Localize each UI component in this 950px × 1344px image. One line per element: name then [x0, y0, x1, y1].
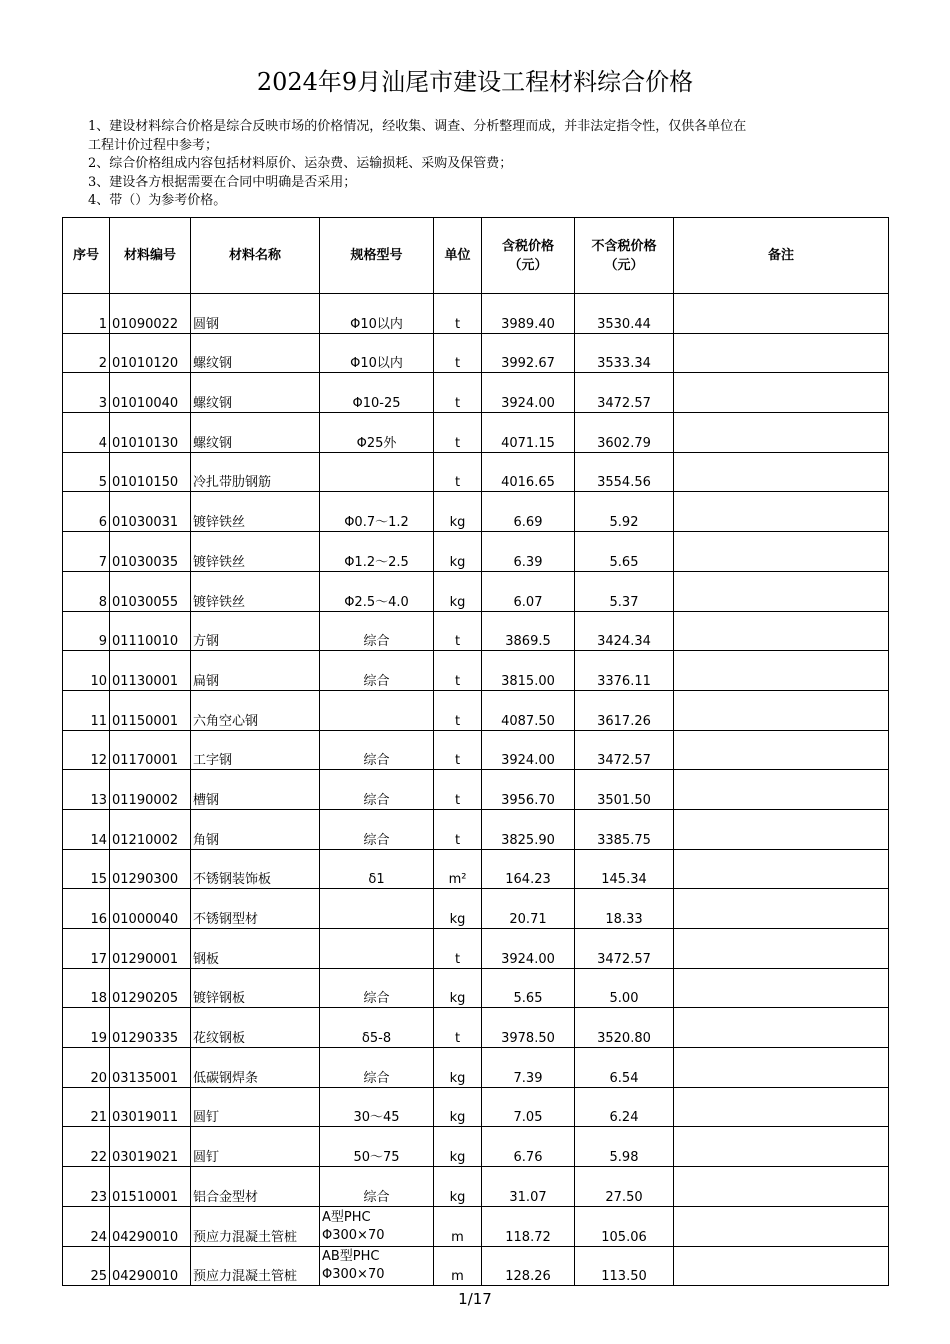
header-notax-price-label: 不含税价格 — [591, 238, 657, 254]
cell-notax-price: 5.00 — [575, 968, 674, 1008]
cell-tax-price: 3924.00 — [482, 730, 575, 770]
cell-spec: 综合 — [320, 611, 434, 651]
cell-unit: m — [434, 1206, 482, 1246]
cell-code: 01290001 — [110, 929, 191, 969]
cell-tax-price: 3989.40 — [482, 294, 575, 334]
cell-seq: 7 — [63, 532, 110, 572]
cell-unit: kg — [434, 1048, 482, 1088]
cell-tax-price: 3924.00 — [482, 929, 575, 969]
cell-remark — [674, 651, 889, 691]
cell-code: 01190002 — [110, 770, 191, 810]
cell-spec — [320, 1206, 434, 1246]
cell-spec: Φ0.7～1.2 — [320, 492, 434, 532]
cell-code: 01010040 — [110, 373, 191, 413]
cell-seq: 24 — [63, 1206, 110, 1246]
cell-notax-price: 3376.11 — [575, 651, 674, 691]
cell-remark — [674, 373, 889, 413]
cell-seq: 8 — [63, 571, 110, 611]
cell-seq: 15 — [63, 849, 110, 889]
cell-tax-price: 118.72 — [482, 1206, 575, 1246]
cell-notax-price: 3424.34 — [575, 611, 674, 651]
cell-tax-price: 4087.50 — [482, 690, 575, 730]
cell-seq: 16 — [63, 889, 110, 929]
cell-notax-price: 6.54 — [575, 1048, 674, 1088]
cell-seq: 18 — [63, 968, 110, 1008]
cell-unit: kg — [434, 889, 482, 929]
cell-name: 镀锌铁丝 — [191, 571, 320, 611]
cell-seq: 1 — [63, 294, 110, 334]
cell-name: 镀锌钢板 — [191, 968, 320, 1008]
cell-spec: 综合 — [320, 1167, 434, 1207]
cell-seq: 14 — [63, 809, 110, 849]
cell-name: 镀锌铁丝 — [191, 492, 320, 532]
cell-unit: t — [434, 373, 482, 413]
table-row — [63, 889, 889, 929]
note-line: 工程计价过程中参考； — [88, 137, 219, 153]
cell-name: 扁钢 — [191, 651, 320, 691]
cell-name: 六角空心钢 — [191, 690, 320, 730]
table-row — [63, 1206, 889, 1246]
header-spec: 规格型号 — [320, 218, 434, 294]
cell-tax-price: 6.39 — [482, 532, 575, 572]
cell-notax-price: 18.33 — [575, 889, 674, 929]
table-row — [63, 651, 889, 691]
cell-notax-price: 113.50 — [575, 1246, 674, 1286]
cell-unit: t — [434, 333, 482, 373]
cell-name: 不锈钢型材 — [191, 889, 320, 929]
cell-code: 01010120 — [110, 333, 191, 373]
cell-name: 预应力混凝土管桩 — [191, 1206, 320, 1246]
cell-notax-price: 27.50 — [575, 1167, 674, 1207]
cell-name: 工字钢 — [191, 730, 320, 770]
cell-remark — [674, 770, 889, 810]
cell-remark — [674, 690, 889, 730]
cell-notax-price: 3501.50 — [575, 770, 674, 810]
table-row — [63, 809, 889, 849]
cell-spec: 综合 — [320, 1048, 434, 1088]
cell-code: 01290300 — [110, 849, 191, 889]
table-row — [63, 1087, 889, 1127]
note-line: 3、建设各方根据需要在合同中明确是否采用； — [88, 174, 357, 190]
cell-remark — [674, 968, 889, 1008]
cell-spec: Φ10以内 — [320, 333, 434, 373]
cell-unit: m — [434, 1246, 482, 1286]
cell-name: 螺纹钢 — [191, 413, 320, 453]
cell-tax-price: 3992.67 — [482, 333, 575, 373]
cell-seq: 6 — [63, 492, 110, 532]
header-notax-price — [575, 218, 674, 294]
cell-tax-price: 3825.90 — [482, 809, 575, 849]
cell-seq: 2 — [63, 333, 110, 373]
cell-unit: t — [434, 651, 482, 691]
cell-spec: 30～45 — [320, 1087, 434, 1127]
cell-remark — [674, 929, 889, 969]
cell-seq: 23 — [63, 1167, 110, 1207]
cell-code: 03019011 — [110, 1087, 191, 1127]
cell-tax-price: 3815.00 — [482, 651, 575, 691]
cell-unit: t — [434, 690, 482, 730]
cell-spec-line2: Φ300×70 — [322, 1267, 385, 1283]
header-notax-price-unit: （元） — [604, 257, 644, 273]
cell-remark — [674, 1008, 889, 1048]
cell-notax-price: 3533.34 — [575, 333, 674, 373]
cell-spec-line1: AB型PHC — [322, 1249, 380, 1265]
cell-spec: 综合 — [320, 968, 434, 1008]
table-row — [63, 1167, 889, 1207]
table-row — [63, 690, 889, 730]
cell-code: 01290205 — [110, 968, 191, 1008]
cell-spec: Φ10-25 — [320, 373, 434, 413]
cell-unit: kg — [434, 1167, 482, 1207]
cell-tax-price: 31.07 — [482, 1167, 575, 1207]
cell-tax-price: 3869.5 — [482, 611, 575, 651]
cell-spec-line2: Φ300×70 — [322, 1227, 385, 1243]
table-row — [63, 413, 889, 453]
cell-name: 螺纹钢 — [191, 373, 320, 413]
cell-name: 圆钉 — [191, 1127, 320, 1167]
cell-notax-price: 3472.57 — [575, 373, 674, 413]
cell-seq: 19 — [63, 1008, 110, 1048]
table-body — [63, 294, 889, 1286]
cell-notax-price: 3472.57 — [575, 929, 674, 969]
table-row — [63, 968, 889, 1008]
cell-name: 冷扎带肋钢筋 — [191, 452, 320, 492]
cell-code: 01090022 — [110, 294, 191, 334]
cell-spec — [320, 889, 434, 929]
cell-seq: 17 — [63, 929, 110, 969]
cell-seq: 25 — [63, 1246, 110, 1286]
cell-tax-price: 6.76 — [482, 1127, 575, 1167]
cell-unit: kg — [434, 532, 482, 572]
header-seq: 序号 — [63, 218, 110, 294]
cell-spec: 综合 — [320, 651, 434, 691]
table-row — [63, 294, 889, 334]
cell-unit: t — [434, 413, 482, 453]
cell-spec: Φ10以内 — [320, 294, 434, 334]
cell-spec: Φ1.2～2.5 — [320, 532, 434, 572]
cell-spec — [320, 452, 434, 492]
cell-tax-price: 3924.00 — [482, 373, 575, 413]
cell-remark — [674, 413, 889, 453]
header-tax-price-unit: （元） — [508, 257, 548, 273]
cell-code: 01290335 — [110, 1008, 191, 1048]
cell-spec: 50～75 — [320, 1127, 434, 1167]
cell-unit: t — [434, 611, 482, 651]
cell-code: 01150001 — [110, 690, 191, 730]
cell-code: 04290010 — [110, 1246, 191, 1286]
cell-tax-price: 20.71 — [482, 889, 575, 929]
cell-remark — [674, 492, 889, 532]
header-code: 材料编号 — [110, 218, 191, 294]
cell-unit: kg — [434, 492, 482, 532]
cell-remark — [674, 849, 889, 889]
cell-code: 01000040 — [110, 889, 191, 929]
cell-name: 钢板 — [191, 929, 320, 969]
cell-name: 方钢 — [191, 611, 320, 651]
cell-tax-price: 4016.65 — [482, 452, 575, 492]
cell-code: 01110010 — [110, 611, 191, 651]
cell-remark — [674, 571, 889, 611]
cell-notax-price: 3554.56 — [575, 452, 674, 492]
cell-notax-price: 6.24 — [575, 1087, 674, 1127]
cell-seq: 21 — [63, 1087, 110, 1127]
cell-code: 03019021 — [110, 1127, 191, 1167]
table-row — [63, 452, 889, 492]
cell-seq: 13 — [63, 770, 110, 810]
cell-tax-price: 6.07 — [482, 571, 575, 611]
table-row — [63, 770, 889, 810]
cell-remark — [674, 730, 889, 770]
table-row — [63, 929, 889, 969]
cell-tax-price: 128.26 — [482, 1246, 575, 1286]
cell-seq: 22 — [63, 1127, 110, 1167]
table-row — [63, 849, 889, 889]
cell-unit: kg — [434, 968, 482, 1008]
cell-name: 镀锌铁丝 — [191, 532, 320, 572]
cell-notax-price: 5.92 — [575, 492, 674, 532]
cell-name: 角钢 — [191, 809, 320, 849]
cell-code: 01030035 — [110, 532, 191, 572]
cell-code: 01130001 — [110, 651, 191, 691]
table-header-row — [63, 218, 889, 294]
page-number: 1/17 — [458, 1290, 492, 1308]
cell-remark — [674, 1087, 889, 1127]
cell-name: 预应力混凝土管桩 — [191, 1246, 320, 1286]
cell-remark — [674, 452, 889, 492]
cell-name: 圆钢 — [191, 294, 320, 334]
cell-name: 铝合金型材 — [191, 1167, 320, 1207]
cell-name: 低碳钢焊条 — [191, 1048, 320, 1088]
cell-tax-price: 164.23 — [482, 849, 575, 889]
header-unit: 单位 — [434, 218, 482, 294]
table-row — [63, 492, 889, 532]
cell-notax-price: 5.98 — [575, 1127, 674, 1167]
cell-tax-price: 7.05 — [482, 1087, 575, 1127]
cell-unit: t — [434, 929, 482, 969]
cell-unit: t — [434, 809, 482, 849]
note-line: 4、带（）为参考价格。 — [88, 193, 227, 208]
cell-tax-price: 3956.70 — [482, 770, 575, 810]
cell-spec — [320, 1246, 434, 1286]
cell-seq: 4 — [63, 413, 110, 453]
cell-remark — [674, 1167, 889, 1207]
cell-remark — [674, 611, 889, 651]
header-tax-price-label: 含税价格 — [501, 238, 554, 254]
cell-remark — [674, 532, 889, 572]
cell-remark — [674, 1048, 889, 1088]
cell-unit: t — [434, 770, 482, 810]
cell-spec: 综合 — [320, 730, 434, 770]
cell-unit: t — [434, 1008, 482, 1048]
header-remark: 备注 — [674, 218, 889, 294]
cell-notax-price: 5.37 — [575, 571, 674, 611]
cell-remark — [674, 889, 889, 929]
cell-code: 01210002 — [110, 809, 191, 849]
cell-code: 01030055 — [110, 571, 191, 611]
cell-unit: t — [434, 730, 482, 770]
cell-remark — [674, 1206, 889, 1246]
cell-remark — [674, 1127, 889, 1167]
cell-unit: t — [434, 294, 482, 334]
table-row — [63, 571, 889, 611]
cell-remark — [674, 294, 889, 334]
cell-spec: 综合 — [320, 809, 434, 849]
cell-code: 01170001 — [110, 730, 191, 770]
cell-unit: kg — [434, 571, 482, 611]
cell-tax-price: 5.65 — [482, 968, 575, 1008]
cell-code: 04290010 — [110, 1206, 191, 1246]
cell-spec: 综合 — [320, 770, 434, 810]
cell-notax-price: 3602.79 — [575, 413, 674, 453]
cell-name: 不锈钢装饰板 — [191, 849, 320, 889]
cell-notax-price: 3520.80 — [575, 1008, 674, 1048]
table-row — [63, 1008, 889, 1048]
cell-remark — [674, 333, 889, 373]
table-row — [63, 373, 889, 413]
cell-seq: 12 — [63, 730, 110, 770]
cell-unit: t — [434, 452, 482, 492]
table-row — [63, 532, 889, 572]
cell-code: 01010150 — [110, 452, 191, 492]
cell-seq: 5 — [63, 452, 110, 492]
cell-unit: kg — [434, 1127, 482, 1167]
cell-code: 01510001 — [110, 1167, 191, 1207]
cell-notax-price: 5.65 — [575, 532, 674, 572]
cell-notax-price: 105.06 — [575, 1206, 674, 1246]
cell-seq: 9 — [63, 611, 110, 651]
table-row — [63, 611, 889, 651]
cell-remark — [674, 809, 889, 849]
cell-spec — [320, 929, 434, 969]
cell-tax-price: 6.69 — [482, 492, 575, 532]
table-row — [63, 1048, 889, 1088]
cell-notax-price: 3530.44 — [575, 294, 674, 334]
cell-tax-price: 4071.15 — [482, 413, 575, 453]
cell-spec: Φ25外 — [320, 413, 434, 453]
table-row — [63, 730, 889, 770]
cell-spec: Φ2.5～4.0 — [320, 571, 434, 611]
cell-unit: kg — [434, 1087, 482, 1127]
cell-unit: m² — [434, 849, 482, 889]
cell-seq: 20 — [63, 1048, 110, 1088]
cell-name: 螺纹钢 — [191, 333, 320, 373]
cell-notax-price: 3617.26 — [575, 690, 674, 730]
cell-spec — [320, 690, 434, 730]
cell-spec-line1: A型PHC — [322, 1209, 371, 1225]
cell-name: 圆钉 — [191, 1087, 320, 1127]
cell-seq: 10 — [63, 651, 110, 691]
cell-name: 花纹钢板 — [191, 1008, 320, 1048]
table-row — [63, 1127, 889, 1167]
cell-code: 01030031 — [110, 492, 191, 532]
cell-remark — [674, 1246, 889, 1286]
price-table — [62, 217, 889, 1286]
cell-spec: δ1 — [320, 849, 434, 889]
table-row — [63, 1246, 889, 1286]
cell-seq: 3 — [63, 373, 110, 413]
cell-tax-price: 3978.50 — [482, 1008, 575, 1048]
cell-code: 01010130 — [110, 413, 191, 453]
cell-tax-price: 7.39 — [482, 1048, 575, 1088]
notes — [88, 118, 878, 211]
table-row — [63, 333, 889, 373]
cell-name: 槽钢 — [191, 770, 320, 810]
note-line: 1、建设材料综合价格是综合反映市场的价格情况，经收集、调查、分析整理而成，并非法定指令性，仅供各单位在 — [88, 119, 747, 134]
header-name: 材料名称 — [191, 218, 320, 294]
cell-notax-price: 3385.75 — [575, 809, 674, 849]
header-tax-price — [482, 218, 575, 294]
note-line: 2、综合价格组成内容包括材料原价、运杂费、运输损耗、采购及保管费； — [88, 156, 513, 171]
cell-notax-price: 145.34 — [575, 849, 674, 889]
cell-notax-price: 3472.57 — [575, 730, 674, 770]
cell-code: 03135001 — [110, 1048, 191, 1088]
page-title: 2024年9月汕尾市建设工程材料综合价格 — [256, 68, 694, 96]
cell-spec: δ5-8 — [320, 1008, 434, 1048]
cell-seq: 11 — [63, 690, 110, 730]
